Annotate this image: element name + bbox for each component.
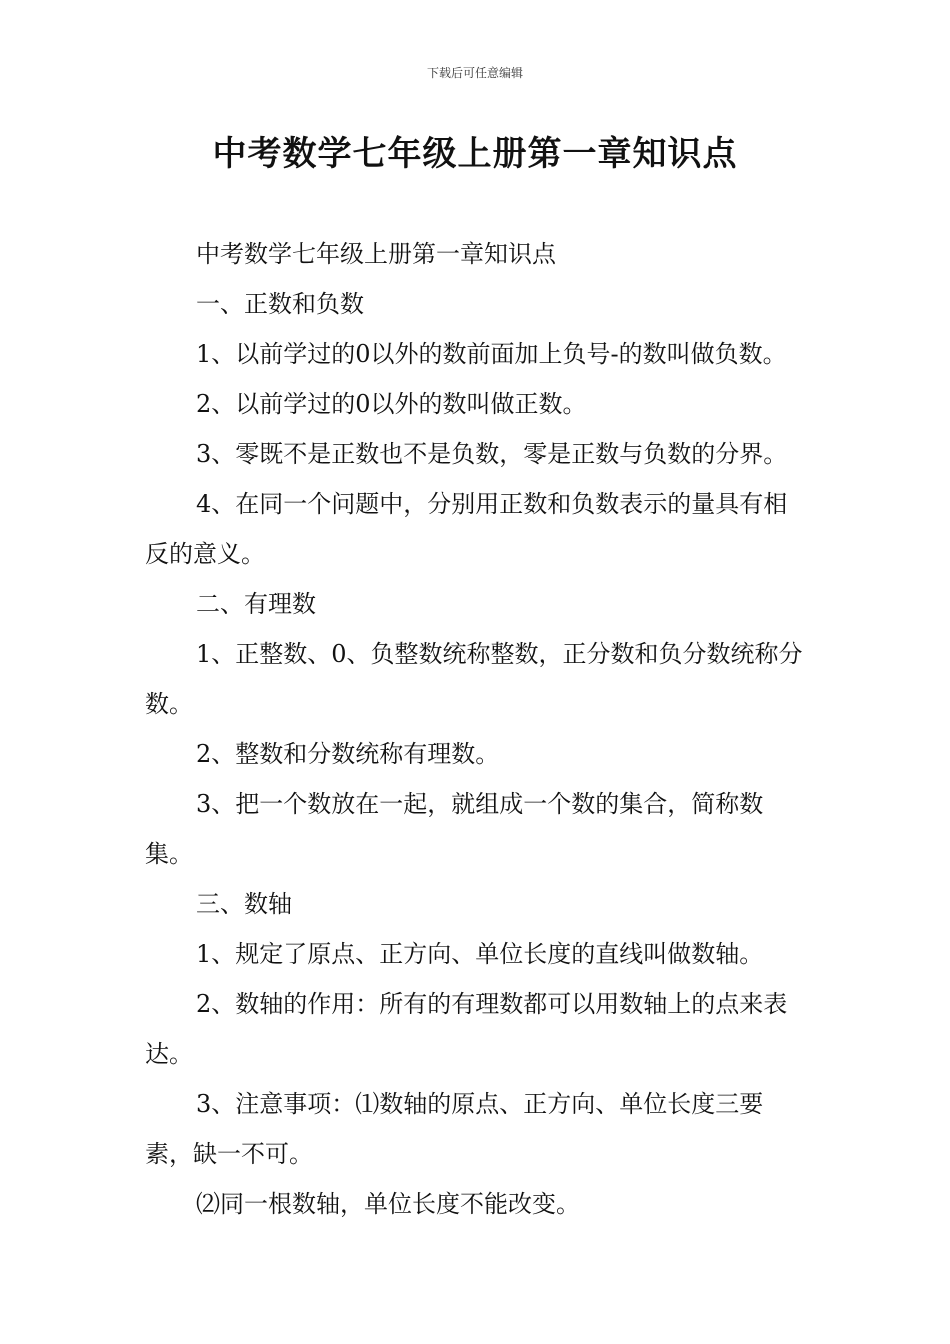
section-heading-rational-numbers: 二、有理数 bbox=[196, 590, 316, 618]
paragraph: 2、数轴的作用：所有的有理数都可以用数轴上的点来表达。 bbox=[145, 990, 788, 1068]
paragraph: ⑵同一根数轴，单位长度不能改变。 bbox=[196, 1190, 580, 1218]
paragraph: 1、规定了原点、正方向、单位长度的直线叫做数轴。 bbox=[196, 940, 764, 968]
document-title: 中考数学七年级上册第一章知识点 bbox=[212, 134, 738, 174]
paragraph: 2、整数和分数统称有理数。 bbox=[196, 740, 500, 768]
paragraph: 3、零既不是正数也不是负数，零是正数与负数的分界。 bbox=[196, 440, 788, 468]
header-note: 下载后可任意编辑 bbox=[426, 66, 523, 80]
document-body bbox=[145, 229, 810, 1229]
paragraph: 1、以前学过的0以外的数前面加上负号-的数叫做负数。 bbox=[196, 340, 787, 368]
section-heading-positive-negative: 一、正数和负数 bbox=[196, 290, 364, 318]
paragraph: 4、在同一个问题中，分别用正数和负数表示的量具有相反的意义。 bbox=[145, 490, 788, 568]
paragraph: 2、以前学过的0以外的数叫做正数。 bbox=[196, 390, 587, 418]
paragraph: 3、把一个数放在一起，就组成一个数的集合，简称数集。 bbox=[145, 790, 764, 868]
paragraph: 3、注意事项：⑴数轴的原点、正方向、单位长度三要素，缺一不可。 bbox=[145, 1090, 764, 1168]
paragraph: 1、正整数、0、负整数统称整数，正分数和负分数统称分数。 bbox=[145, 640, 803, 718]
section-heading-number-line: 三、数轴 bbox=[196, 890, 292, 918]
paragraph-subtitle: 中考数学七年级上册第一章知识点 bbox=[196, 240, 556, 268]
